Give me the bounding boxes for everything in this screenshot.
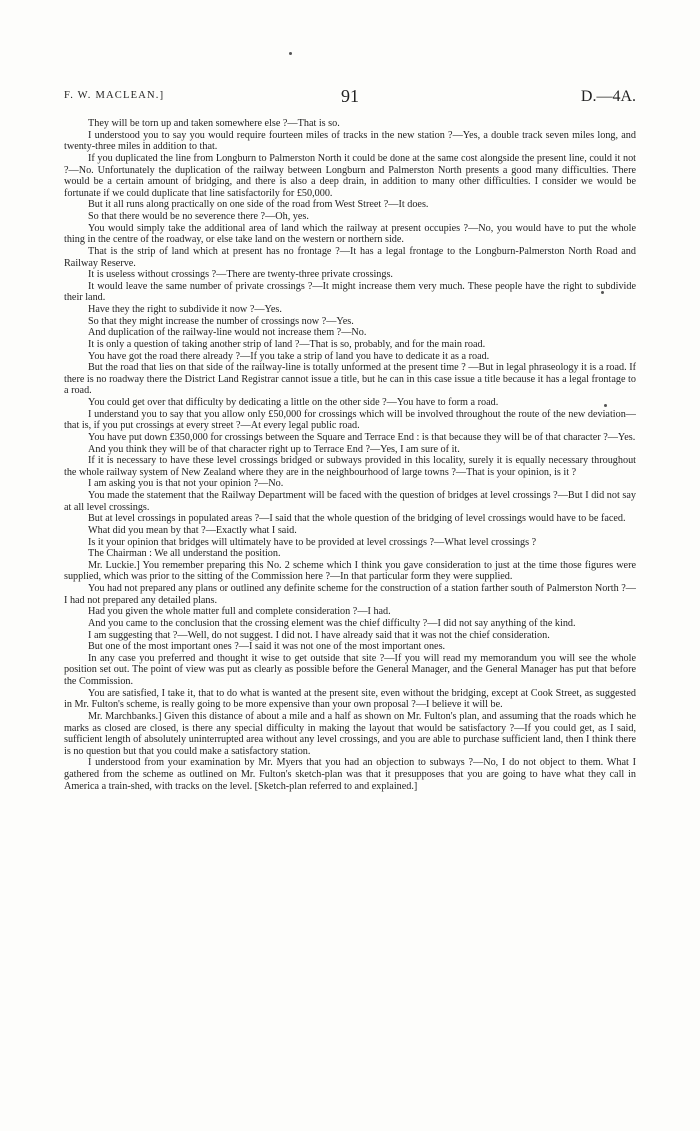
paragraph: You made the statement that the Railway Department will be faced with the question of bridges at level crossings ?—But I did not say at all level crossings. — [64, 490, 636, 513]
paragraph: If you duplicated the line from Longburn to Palmerston North it could be done at the same cost alongside the present line, could it not ?—No. Unfortunately the duplication of the railway between Longburn and Palmerston North presents a good many difficulties. There would be a certain amount of bridging, and there is also a deep drain, in addition to many other difficulties. I consider we would be fortunate if we could duplicate that line satisfactorily for £50,000. — [64, 152, 636, 199]
paragraph: If it is necessary to have these level crossings bridged or subways provided in this locality, surely it is equally necessary throughout the whole railway system of New Zealand where they are in the neighbourhood of large towns ?—That is your opinion, is it ? — [64, 455, 636, 478]
header-speaker: F. W. MACLEAN.] — [64, 90, 165, 101]
paragraph: The Chairman : We all understand the position. — [88, 548, 281, 560]
paragraph: It would leave the same number of private crossings ?—It might increase them very much. These people have the right to subdivide their land. — [64, 280, 636, 304]
paragraph: In any case you preferred and thought it wise to get outside that site ?—If you will read my memorandum you will see the whole position set out. The point of view was put as clearly as possible before the General Manager, and the General Manager has put that before the Commission. — [64, 652, 636, 687]
paragraph: I understand you to say that you allow only £50,000 for crossings which will be involved throughout the route of the new deviation—that is, if you put crossings at every street ?—At every legal public road. — [64, 408, 636, 432]
paragraph: Have they the right to subdivide it now ?—Yes. — [88, 304, 282, 315]
paragraph: I understood from your examination by Mr. Myers that you had an objection to subways ?—No, I do not object to them. What I gathered from the scheme as outlined on Mr. Fulton's sketch-plan was that it presupposes that you are going to have what they call in America a train-shed, with tracks on the level. [Sketch-plan referred to and explained.] — [64, 757, 636, 792]
paragraph: It is useless without crossings ?—There are twenty-three private crossings. — [88, 269, 393, 281]
paragraph: So that there would be no severence there ?—Oh, yes. — [88, 211, 309, 222]
paragraph: But the road that lies on that side of the railway-line is totally unformed at the present time ? —But in legal phraseology it is a road. If there is no roadway there the District Land Registrar cannot issue a title, but he can in this case issue a title because it has a legal frontage to a road. — [64, 362, 636, 397]
paragraph: It is only a question of taking another strip of land ?—That is so, probably, and for the main road. — [88, 338, 486, 350]
paragraph: What did you mean by that ?—Exactly what I said. — [88, 524, 297, 536]
paragraph: Mr. Marchbanks.] Given this distance of about a mile and a half as shown on Mr. Fulton's plan, and assuming that the roads which he marks as closed are closed, is there any special difficulty in making the layout that would be satisfactory ?—If you could get, as I said, sufficient length of absolutely uninterrupted area without any level crossings, and you are able to purchase sufficient land, then I think there is no question but that you could make a satisfactory station. — [64, 710, 636, 757]
scan-speck-1 — [289, 52, 292, 55]
paragraph: You have got the road there already ?—If you take a strip of land you have to dedicate it as a road. — [88, 350, 490, 362]
paragraph: You have put down £350,000 for crossings between the Square and Terrace End : is that because they will be of that character ?—Yes. — [88, 431, 636, 443]
paragraph: I understood you to say you would require fourteen miles of tracks in the new station ?—Yes, a double track seven miles long, and twenty-three miles in addition to that. — [64, 129, 636, 153]
paragraph: You are satisfied, I take it, that to do what is wanted at the present site, even without the bridging, except at Cook Street, as suggested in Mr. Fulton's scheme, is really going to be more expensive than your own proposal ?—I believe it will be. — [64, 687, 636, 711]
paragraph: Mr. Luckie.] You remember preparing this No. 2 scheme which I think you gave consideration to just at the time those figures were supplied, which was prior to the sitting of the Commission here ?—In that particular form they were supplied. — [64, 559, 636, 583]
paragraph: I am asking you is that not your opinion ?—No. — [88, 478, 284, 490]
page-number: 91 — [341, 86, 359, 106]
paragraph: But it all runs along practically on one side of the road from West Street ?—It does. — [88, 199, 429, 211]
paragraph: You had not prepared any plans or outlined any definite scheme for the construction of a station farther south of Palmerston North ?—I had not prepared any detailed plans. — [64, 583, 636, 606]
paragraph: I am suggesting that ?—Well, do not suggest. I did not. I have already said that it was not the chief consideration. — [88, 629, 550, 641]
paragraph: Is it your opinion that bridges will ultimately have to be provided at level crossings ?—What level crossings ? — [88, 536, 537, 548]
paragraph: But at level crossings in populated areas ?—I said that the whole question of the bridging of level crossings would have to be faced. — [88, 513, 626, 525]
paragraph: You could get over that difficulty by dedicating a little on the other side ?—You have to form a road. — [88, 397, 499, 408]
paragraph: Had you given the whole matter full and complete consideration ?—I had. — [88, 606, 391, 618]
paragraph: You would simply take the additional area of land which the railway at present occupies ?—No, you would have to put the whole thing in the centre of the roadway, or else take land on the western or northern side. — [64, 222, 636, 246]
document-reference: D.—4A. — [580, 88, 636, 105]
paragraph: So that they might increase the number of crossings now ?—Yes. — [88, 315, 354, 327]
testimony-body — [64, 118, 636, 792]
paragraph: And you came to the conclusion that the crossing element was the chief difficulty ?—I did not say anything of the kind. — [88, 617, 576, 629]
paragraph: And duplication of the railway-line would not increase them ?—No. — [88, 327, 367, 339]
page-header — [64, 86, 636, 108]
paragraph: That is the strip of land which at present has no frontage ?—It has a legal frontage to the Longburn-Palmerston North Road and Railway Reserve. — [64, 245, 636, 269]
paragraph: And you think they will be of that character right up to Terrace End ?—Yes, I am sure of it. — [88, 443, 460, 455]
paragraph: But one of the most important ones ?—I said it was not one of the most important ones. — [88, 641, 446, 653]
paragraph: They will be torn up and taken somewhere else ?—That is so. — [88, 118, 340, 129]
